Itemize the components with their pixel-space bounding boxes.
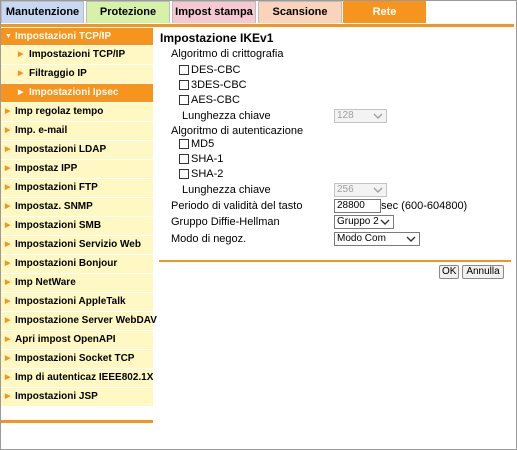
tab-scansione[interactable]: Scansione bbox=[258, 1, 342, 23]
page-title: Impostazione IKEv1 bbox=[160, 31, 274, 45]
option-label: DES-CBC bbox=[191, 64, 241, 76]
checkbox-des-cbc[interactable] bbox=[179, 65, 189, 75]
sidebar-item-label: Filtraggio IP bbox=[29, 68, 87, 79]
option-label: SHA-1 bbox=[191, 153, 224, 165]
sidebar-item-email[interactable] bbox=[1, 122, 153, 141]
encryption-heading: Algoritmo di crittografia bbox=[171, 48, 284, 60]
chevron-down-icon bbox=[406, 234, 416, 244]
sidebar-item-label: Impostazioni LDAP bbox=[15, 144, 107, 155]
sidebar-item-time[interactable] bbox=[1, 103, 153, 122]
triangle-right-icon: ▶ bbox=[5, 165, 11, 172]
sidebar-item-label: Impostazioni Servizio Web bbox=[15, 239, 141, 250]
enc-key-length-label: Lunghezza chiave bbox=[182, 110, 271, 122]
checkbox-aes-cbc[interactable] bbox=[179, 95, 189, 105]
sidebar-item-web-service[interactable] bbox=[1, 236, 153, 255]
sidebar-item-ieee8021x[interactable] bbox=[1, 369, 153, 388]
triangle-right-icon: ▶ bbox=[5, 241, 11, 248]
triangle-right-icon: ▶ bbox=[5, 298, 11, 305]
sidebar-item-label: Impostaz. SNMP bbox=[15, 201, 93, 212]
sidebar-item-label: Impostazioni JSP bbox=[15, 391, 98, 402]
triangle-right-icon: ▶ bbox=[5, 127, 11, 134]
sidebar-item-label: Impostaz IPP bbox=[15, 163, 78, 174]
select-value: Modo Com bbox=[337, 233, 386, 244]
triangle-right-icon: ▶ bbox=[5, 393, 11, 400]
select-value: Gruppo 2 bbox=[337, 216, 379, 227]
sidebar-item-label: Apri impost OpenAPI bbox=[15, 334, 116, 345]
triangle-right-icon: ▶ bbox=[5, 184, 11, 191]
sidebar-item-label: Impostazioni Socket TCP bbox=[15, 353, 135, 364]
auth-key-length-select[interactable] bbox=[334, 183, 387, 197]
triangle-right-icon: ▶ bbox=[5, 317, 11, 324]
triangle-right-icon: ▶ bbox=[18, 51, 24, 58]
triangle-right-icon: ▶ bbox=[18, 89, 24, 96]
checkbox-md5[interactable] bbox=[179, 139, 189, 149]
triangle-right-icon: ▶ bbox=[5, 203, 11, 210]
authentication-heading: Algoritmo di autenticazione bbox=[171, 125, 304, 137]
chevron-down-icon bbox=[373, 185, 383, 195]
sidebar-item-label: Impostazioni Bonjour bbox=[15, 258, 118, 269]
validity-input[interactable]: 28800 bbox=[334, 199, 381, 213]
triangle-right-icon: ▶ bbox=[5, 355, 11, 362]
chevron-down-icon bbox=[373, 111, 383, 121]
sidebar-item-label: Impostazione Server WebDAV bbox=[15, 315, 157, 326]
sidebar-item-socket-tcp[interactable] bbox=[1, 350, 153, 369]
checkbox-sha-2[interactable] bbox=[179, 169, 189, 179]
checkbox-sha-1[interactable] bbox=[179, 154, 189, 164]
triangle-right-icon: ▶ bbox=[18, 70, 24, 77]
sidebar-subitem-ipsec[interactable] bbox=[1, 84, 153, 103]
dh-group-label: Gruppo Diffie-Hellman bbox=[171, 216, 280, 228]
sidebar-item-label: Impostazioni TCP/IP bbox=[29, 49, 126, 60]
negotiation-label: Modo di negoz. bbox=[171, 233, 247, 245]
triangle-right-icon: ▶ bbox=[5, 336, 11, 343]
sidebar-item-appletalk[interactable] bbox=[1, 293, 153, 312]
triangle-right-icon: ▶ bbox=[5, 222, 11, 229]
sidebar-item-ftp[interactable] bbox=[1, 179, 153, 198]
sidebar-item-smb[interactable] bbox=[1, 217, 153, 236]
sidebar-item-tcpip-group[interactable] bbox=[1, 28, 153, 46]
dh-group-select[interactable] bbox=[334, 215, 394, 229]
sidebar-item-label: Impostazioni TCP/IP bbox=[15, 31, 112, 42]
sidebar-item-webdav[interactable] bbox=[1, 312, 157, 331]
sidebar-item-ldap[interactable] bbox=[1, 141, 153, 160]
validity-unit: sec (600-604800) bbox=[381, 200, 468, 212]
top-tabs bbox=[1, 1, 426, 24]
sidebar-subitem-ip-filter[interactable] bbox=[1, 65, 153, 84]
triangle-right-icon: ▶ bbox=[5, 146, 11, 153]
sidebar-item-label: Imp regolaz tempo bbox=[15, 106, 104, 117]
sidebar-item-label: Imp di autenticaz IEEE802.1X bbox=[15, 372, 154, 383]
sidebar-item-openapi[interactable] bbox=[1, 331, 153, 350]
ok-button[interactable]: OK bbox=[439, 265, 459, 279]
tab-protezione[interactable]: Protezione bbox=[86, 1, 170, 23]
triangle-right-icon: ▶ bbox=[5, 374, 11, 381]
option-label: MD5 bbox=[191, 138, 215, 150]
select-value: 256 bbox=[337, 184, 354, 195]
sidebar-subitem-tcpip[interactable] bbox=[1, 46, 153, 65]
tab-impost-stampa[interactable]: Impost stampa bbox=[172, 1, 256, 23]
content-separator bbox=[159, 260, 511, 262]
sidebar-item-netware[interactable] bbox=[1, 274, 153, 293]
tab-manutenzione[interactable]: Manutenzione bbox=[1, 1, 84, 23]
sidebar-item-label: Impostazioni AppleTalk bbox=[15, 296, 126, 307]
auth-key-length-label: Lunghezza chiave bbox=[182, 184, 271, 196]
sidebar-bottom-bar bbox=[1, 420, 153, 423]
sidebar bbox=[1, 28, 157, 407]
sidebar-item-bonjour[interactable] bbox=[1, 255, 153, 274]
validity-label: Periodo di validità del tasto bbox=[171, 200, 303, 212]
select-value: 128 bbox=[337, 110, 354, 121]
option-label: 3DES-CBC bbox=[191, 79, 247, 91]
sidebar-item-label: Impostazioni SMB bbox=[15, 220, 102, 231]
enc-key-length-select[interactable] bbox=[334, 109, 387, 123]
negotiation-select[interactable] bbox=[334, 232, 420, 246]
tab-underline bbox=[1, 24, 514, 27]
triangle-down-icon: ▼ bbox=[5, 33, 12, 40]
option-label: AES-CBC bbox=[191, 94, 240, 106]
option-label: SHA-2 bbox=[191, 168, 224, 180]
sidebar-item-label: Imp. e-mail bbox=[15, 125, 68, 136]
sidebar-item-jsp[interactable] bbox=[1, 388, 153, 407]
triangle-right-icon: ▶ bbox=[5, 279, 11, 286]
sidebar-item-label: Imp NetWare bbox=[15, 277, 76, 288]
tab-rete[interactable]: Rete bbox=[343, 1, 426, 23]
sidebar-item-label: Impostazioni FTP bbox=[15, 182, 98, 193]
sidebar-item-snmp[interactable] bbox=[1, 198, 153, 217]
chevron-down-icon bbox=[380, 217, 390, 227]
triangle-right-icon: ▶ bbox=[5, 108, 11, 115]
sidebar-item-label: Impostazioni Ipsec bbox=[29, 87, 119, 98]
triangle-right-icon: ▶ bbox=[5, 260, 11, 267]
sidebar-item-ipp[interactable] bbox=[1, 160, 153, 179]
cancel-button[interactable]: Annulla bbox=[462, 265, 504, 279]
checkbox-3des-cbc[interactable] bbox=[179, 80, 189, 90]
